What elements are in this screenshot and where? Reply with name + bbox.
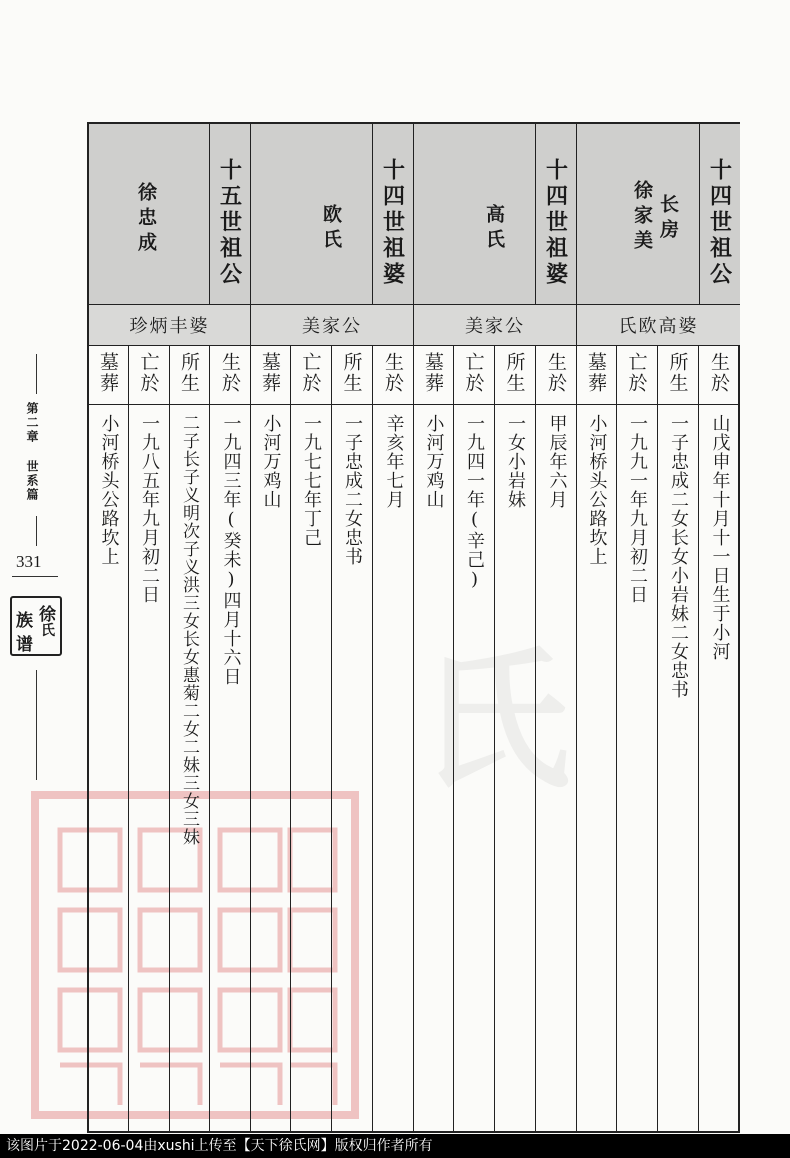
row-burial	[89, 346, 129, 1131]
label-divider	[495, 404, 535, 405]
row-burial	[251, 346, 291, 1131]
label-divider	[414, 404, 453, 405]
spouse-band: 珍炳丰婆	[89, 305, 250, 346]
value-burial: 小河万鸡山	[260, 414, 282, 509]
generation-cell	[209, 124, 250, 304]
person-name: 欧氏	[320, 204, 342, 254]
page-margin	[0, 330, 72, 790]
value-children: 一子忠成二女长女小岩妹二女忠书	[668, 414, 689, 699]
label-children: 所生	[178, 352, 200, 394]
margin-rule-top	[36, 354, 37, 394]
row-born	[699, 346, 740, 1131]
person-name-line-2: 徐家美	[631, 180, 653, 255]
label-died: 亡於	[462, 352, 485, 394]
label-divider	[617, 404, 657, 405]
label-divider	[536, 404, 577, 405]
label-burial: 墓葬	[585, 352, 607, 394]
label-divider	[251, 404, 290, 405]
logo-char-2: 氏	[41, 623, 55, 639]
label-divider	[129, 404, 169, 405]
row-born	[373, 346, 414, 1131]
entry-column-2	[414, 124, 577, 1131]
generation-title: 十四世祖婆	[542, 158, 569, 288]
spouse-band: 氏欧高婆	[577, 305, 740, 346]
label-born: 生於	[219, 352, 241, 394]
value-born: 辛亥年七月	[383, 414, 405, 509]
label-divider	[332, 404, 372, 405]
value-born: 一九四三年(癸未)四月十六日	[220, 414, 242, 686]
generation-title: 十四世祖婆	[379, 158, 406, 288]
row-died	[454, 346, 495, 1131]
label-died: 亡於	[299, 352, 322, 394]
label-burial: 墓葬	[97, 352, 119, 394]
generation-cell	[372, 124, 413, 304]
person-name: 高氏	[483, 204, 505, 254]
value-died: 一九九一年九月初二日	[627, 414, 648, 604]
label-children: 所生	[666, 352, 689, 394]
label-divider	[577, 404, 616, 405]
label-children: 所生	[503, 352, 526, 394]
value-burial: 小河桥头公路坎上	[586, 414, 608, 566]
row-burial	[577, 346, 617, 1131]
label-born: 生於	[382, 352, 404, 394]
row-died	[617, 346, 658, 1131]
label-divider	[291, 404, 331, 405]
value-burial: 小河桥头公路坎上	[98, 414, 120, 566]
generation-cell	[699, 124, 740, 304]
chapter-label: 第二章 世系篇	[25, 402, 39, 502]
page-number-underline	[12, 576, 58, 577]
entry-header	[251, 124, 413, 305]
entry-header	[414, 124, 576, 305]
genealogy-table	[87, 122, 740, 1133]
label-children: 所生	[340, 352, 363, 394]
person-name: 徐忠成	[135, 182, 157, 257]
row-born	[210, 346, 251, 1131]
logo-char-4: 谱	[16, 635, 33, 655]
logo-char-3: 族	[16, 611, 33, 631]
label-divider	[210, 404, 251, 405]
entry-header	[577, 124, 740, 305]
entry-column-1	[577, 124, 740, 1131]
label-burial: 墓葬	[259, 352, 281, 394]
label-divider	[89, 404, 128, 405]
value-burial: 小河万鸡山	[423, 414, 445, 509]
label-born: 生於	[708, 352, 730, 394]
row-children	[332, 346, 373, 1131]
upload-footer: 该图片于2022-06-04由xushi上传至【天下徐氏网】版权归作者所有	[0, 1134, 790, 1158]
row-children	[495, 346, 536, 1131]
label-divider	[373, 404, 414, 405]
margin-rule-mid	[36, 516, 37, 546]
label-divider	[699, 404, 740, 405]
margin-rule-bottom	[36, 670, 37, 780]
row-born	[536, 346, 577, 1131]
label-burial: 墓葬	[422, 352, 444, 394]
label-died: 亡於	[137, 352, 160, 394]
person-name-line-1: 长房	[657, 194, 679, 244]
entry-column-4	[89, 124, 251, 1131]
label-born: 生於	[545, 352, 567, 394]
label-died: 亡於	[625, 352, 648, 394]
value-children: 一子忠成二女忠书	[342, 414, 363, 566]
row-burial	[414, 346, 454, 1131]
entry-header	[89, 124, 250, 305]
watermark-glyph: 氏	[420, 633, 571, 809]
spouse-band: 美家公	[414, 305, 576, 346]
generation-title: 十五世祖公	[216, 158, 243, 288]
row-died	[291, 346, 332, 1131]
row-died	[129, 346, 170, 1131]
logo-char-1: 徐	[39, 605, 56, 625]
row-children	[170, 346, 210, 1131]
generation-title: 十四世祖公	[706, 158, 733, 288]
value-children: 一女小岩妹	[505, 414, 526, 509]
label-divider	[658, 404, 698, 405]
genealogy-logo	[10, 596, 62, 656]
entry-column-3	[251, 124, 414, 1131]
generation-cell	[535, 124, 576, 304]
value-died: 一九八五年九月初二日	[139, 414, 160, 604]
value-died: 一九四一年(辛己)	[464, 414, 485, 591]
label-divider	[454, 404, 494, 405]
label-divider	[170, 404, 209, 405]
value-born: 山戊申年十月十一日生于小河	[709, 414, 731, 661]
value-children: 二子长子义明次子义洪三女长女惠菊二女二妹三女三妹	[179, 414, 199, 846]
value-died: 一九七七年丁己	[301, 414, 322, 547]
row-children	[658, 346, 699, 1131]
spouse-band: 美家公	[251, 305, 413, 346]
page-number: 331	[16, 552, 42, 571]
value-born: 甲辰年六月	[546, 414, 568, 509]
